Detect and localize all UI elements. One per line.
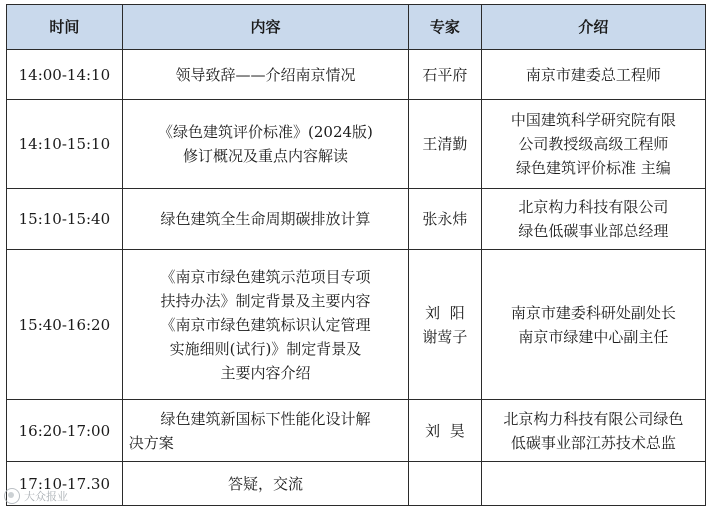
content-line: 答疑，交流 bbox=[227, 474, 303, 493]
expert-name: 谢莺子 bbox=[422, 327, 468, 346]
time-cell: 17:10-17.30 bbox=[7, 462, 123, 506]
expert-name: 石平府 bbox=[422, 65, 468, 84]
content-line: 《南京市绿色建筑标识认定管理 bbox=[160, 315, 371, 334]
schedule-table bbox=[6, 4, 706, 506]
intro-line: 绿色建筑评价标准 主编 bbox=[515, 159, 671, 177]
content-line: 实施细则(试行)》制定背景及 bbox=[169, 339, 362, 358]
expert-cell bbox=[409, 189, 482, 250]
content-line: 绿色建筑全生命周期碳排放计算 bbox=[160, 210, 371, 228]
header-expert: 专家 bbox=[409, 5, 482, 50]
intro-line: 中国建筑科学研究院有限 bbox=[510, 111, 676, 129]
table-row bbox=[7, 100, 706, 189]
table-row bbox=[7, 462, 706, 506]
expert-cell bbox=[409, 100, 482, 189]
time-cell: 15:40-16:20 bbox=[7, 250, 123, 400]
content-line: 扶持办法》制定背景及主要内容 bbox=[160, 291, 371, 310]
content-line: 领导致辞——介绍南京情况 bbox=[175, 65, 356, 84]
intro-cell bbox=[481, 400, 705, 462]
table-row bbox=[7, 189, 706, 250]
header-content: 内容 bbox=[122, 5, 408, 50]
watermark bbox=[4, 486, 104, 506]
content-line: 绿色建筑新国标下性能化设计解 bbox=[160, 409, 371, 428]
intro-cell bbox=[481, 250, 705, 400]
expert-name: 王清勤 bbox=[422, 135, 468, 153]
intro-line: 北京构力科技有限公司绿色 bbox=[503, 409, 684, 428]
content-line: 修订概况及重点内容解读 bbox=[182, 147, 348, 165]
content-cell bbox=[122, 189, 408, 250]
expert-name: 刘 昊 bbox=[425, 421, 465, 440]
expert-cell bbox=[409, 50, 482, 100]
expert-cell bbox=[409, 462, 482, 506]
content-line: 《绿色建筑评价标准》(2024版) bbox=[158, 123, 373, 141]
content-cell bbox=[122, 50, 408, 100]
expert-cell bbox=[409, 250, 482, 400]
content-cell bbox=[122, 462, 408, 506]
intro-line: 公司教授级高级工程师 bbox=[518, 135, 669, 153]
intro-line: 南京市建委总工程师 bbox=[525, 65, 661, 84]
content-line: 主要内容介绍 bbox=[220, 363, 311, 382]
intro-line: 低碳事业部江苏技术总监 bbox=[510, 433, 676, 452]
expert-name: 张永炜 bbox=[422, 210, 468, 228]
content-cell bbox=[122, 400, 408, 462]
intro-line: 南京市建委科研处副处长 bbox=[510, 303, 676, 322]
intro-cell bbox=[481, 189, 705, 250]
intro-line: 南京市绿建中心副主任 bbox=[518, 327, 669, 346]
header-time: 时间 bbox=[7, 5, 123, 50]
expert-cell bbox=[409, 400, 482, 462]
intro-line: 北京构力科技有限公司 bbox=[518, 198, 669, 216]
content-line: 决方案 bbox=[128, 433, 174, 452]
table-row bbox=[7, 250, 706, 400]
time-cell: 15:10-15:40 bbox=[7, 189, 123, 250]
table-header bbox=[7, 5, 706, 50]
content-cell bbox=[122, 100, 408, 189]
watermark-logo-icon bbox=[4, 488, 20, 504]
intro-line: 绿色低碳事业部总经理 bbox=[518, 222, 669, 240]
time-cell: 14:10-15:10 bbox=[7, 100, 123, 189]
time-cell: 16:20-17:00 bbox=[7, 400, 123, 462]
watermark-text: 大众报业 bbox=[24, 490, 68, 503]
header-intro: 介绍 bbox=[481, 5, 705, 50]
expert-name: 刘 阳 bbox=[425, 303, 465, 322]
header-row bbox=[7, 5, 706, 50]
table-row bbox=[7, 400, 706, 462]
content-line: 《南京市绿色建筑示范项目专项 bbox=[160, 267, 371, 286]
content-cell bbox=[122, 250, 408, 400]
intro-cell bbox=[481, 462, 705, 506]
time-cell: 14:00-14:10 bbox=[7, 50, 123, 100]
intro-cell bbox=[481, 100, 705, 189]
intro-cell bbox=[481, 50, 705, 100]
table-row bbox=[7, 50, 706, 100]
